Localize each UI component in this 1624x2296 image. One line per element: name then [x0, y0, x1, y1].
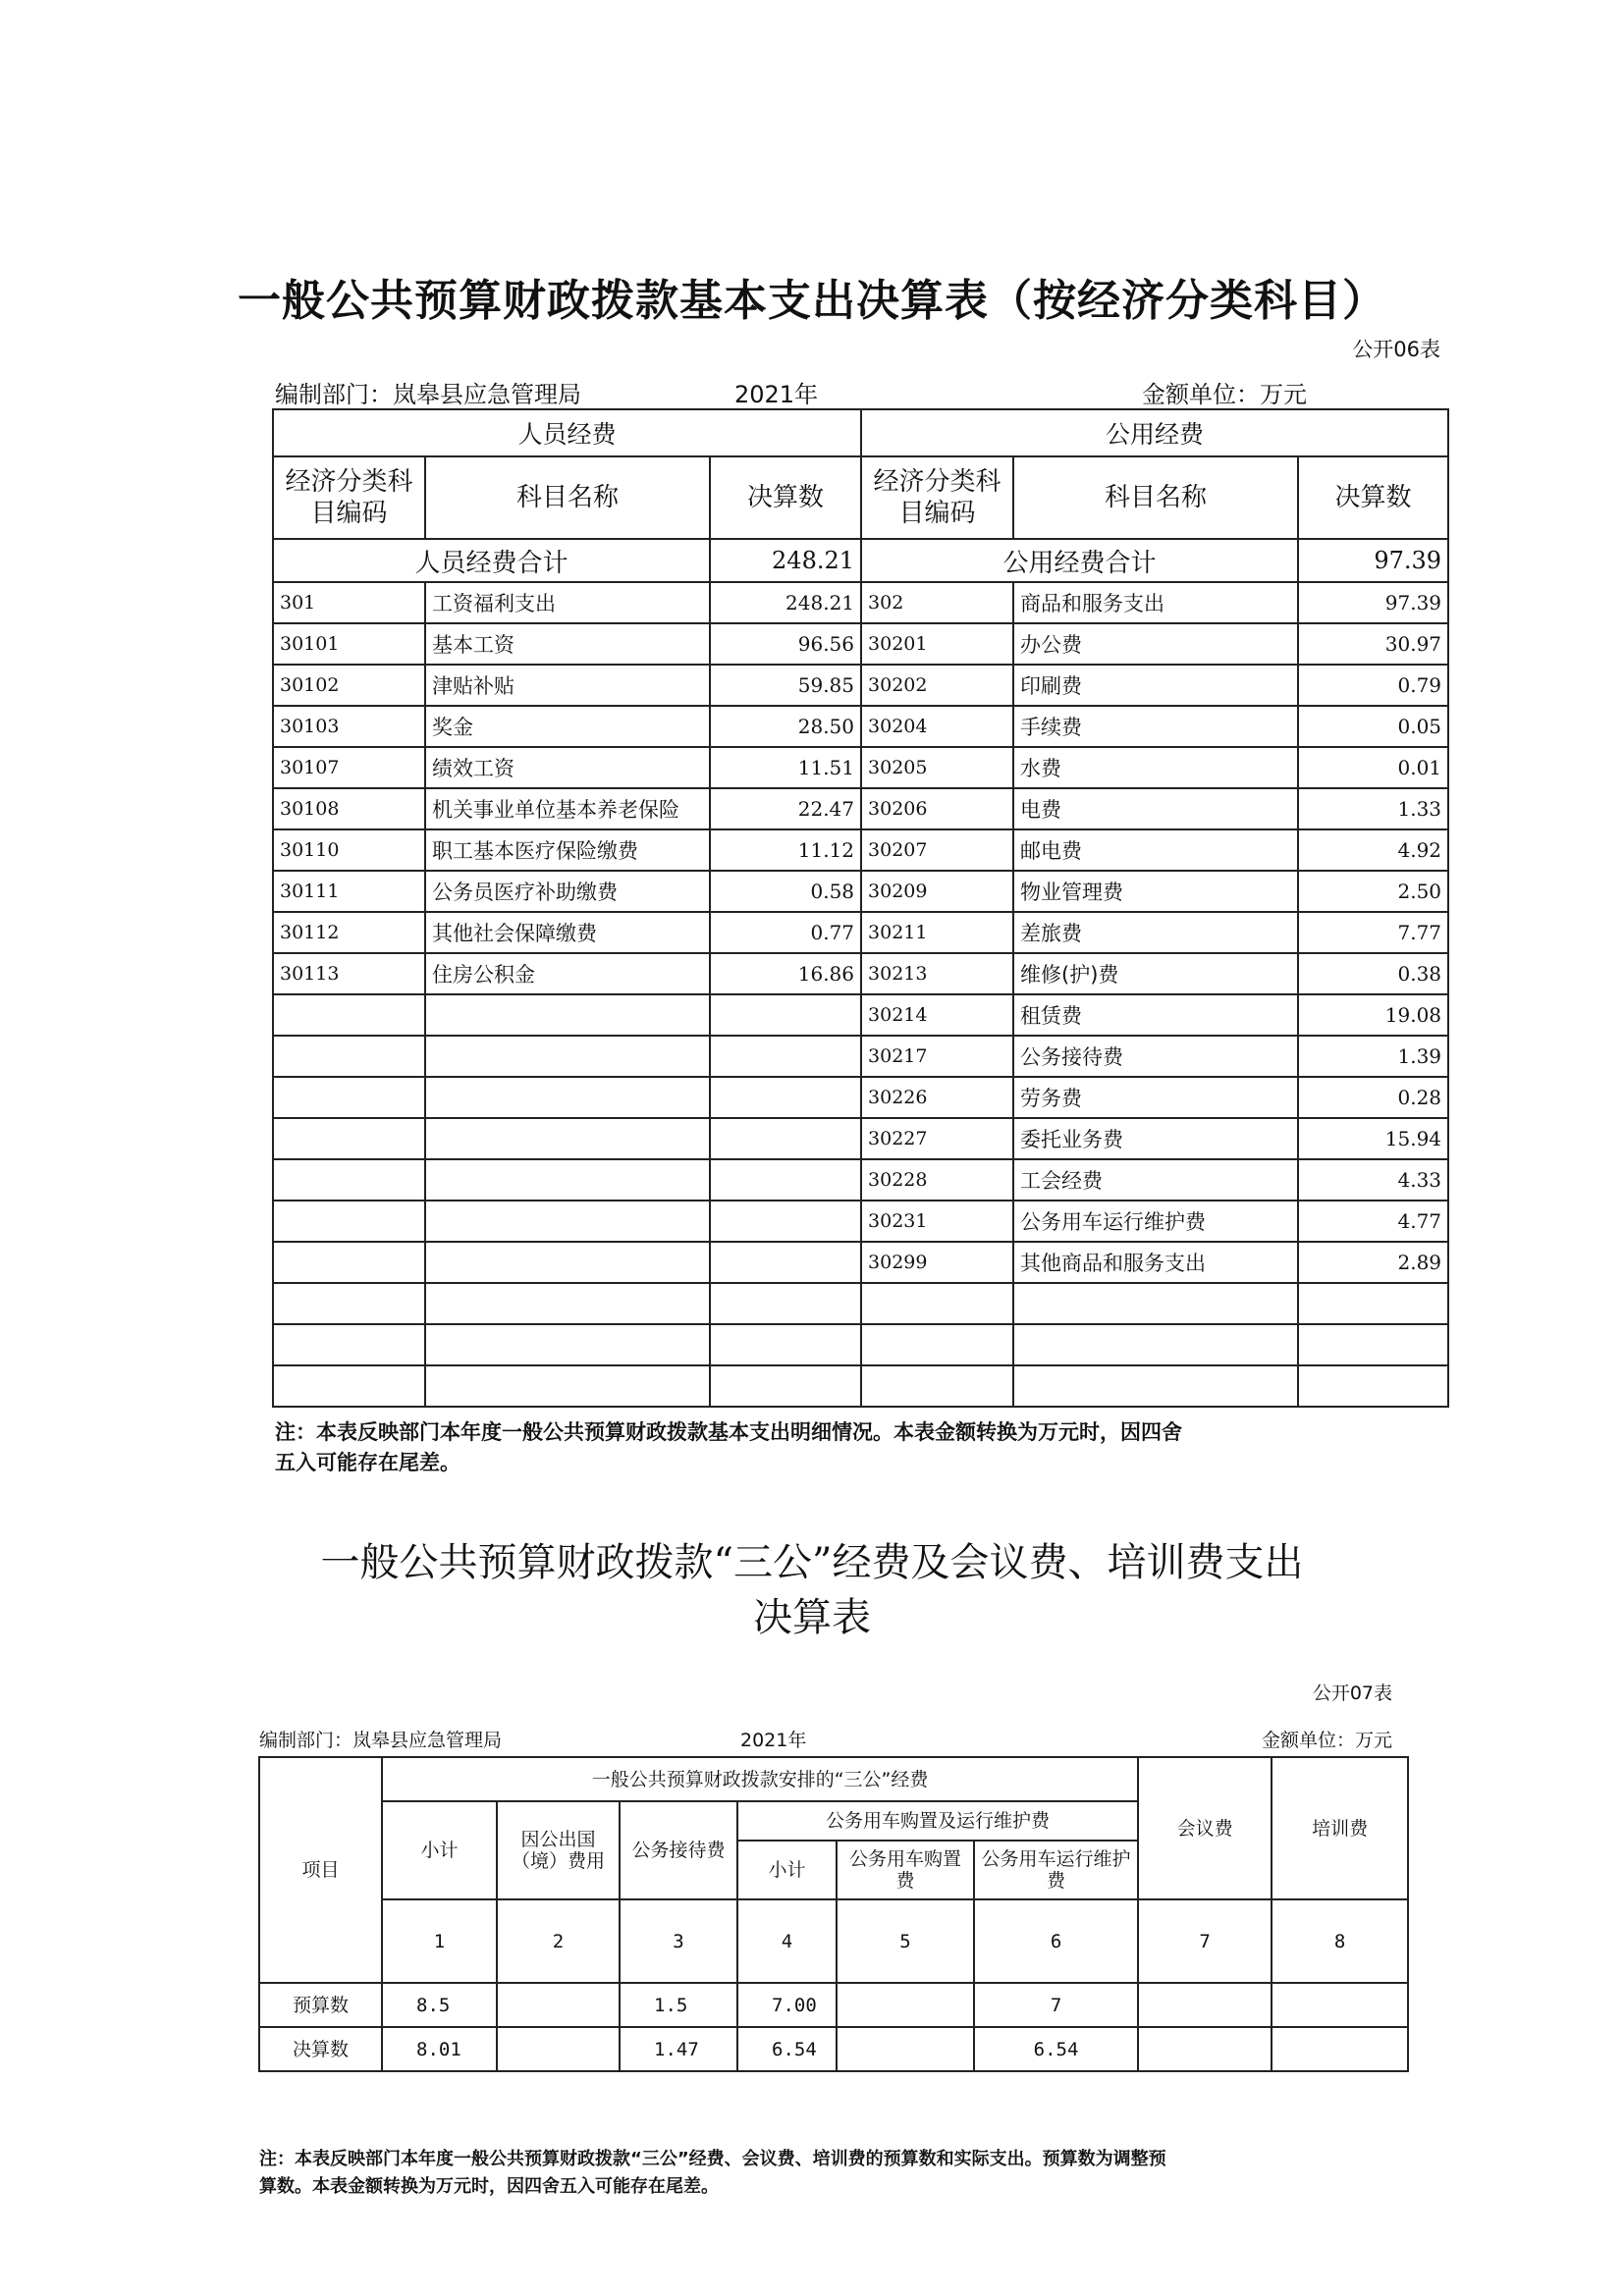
item-name — [425, 1159, 710, 1201]
econ-code: 30110 — [273, 829, 425, 871]
amount — [710, 1324, 861, 1365]
amount — [1272, 2027, 1408, 2071]
item-name: 其他社会保障缴费 — [425, 912, 710, 953]
column-number: 4 — [737, 1899, 837, 1983]
amount: 0.77 — [710, 912, 861, 953]
item-name: 租赁费 — [1013, 994, 1298, 1036]
item-name — [425, 1242, 710, 1283]
personnel-total-value: 248.21 — [710, 539, 861, 582]
amount: 4.92 — [1298, 829, 1448, 871]
item-name — [425, 1118, 710, 1159]
item-name — [425, 1283, 710, 1324]
amount — [1272, 1983, 1408, 2027]
econ-code: 30228 — [861, 1159, 1013, 1201]
doc1-note-line1: 注：本表反映部门本年度一般公共预算财政拨款基本支出明细情况。本表金额转换为万元时，因四舍 — [275, 1420, 1182, 1444]
econ-code — [273, 1201, 425, 1242]
item-name — [1013, 1283, 1298, 1324]
amount: 1.39 — [1298, 1036, 1448, 1077]
col-header-amount: 决算数 — [710, 456, 861, 539]
item-name: 委托业务费 — [1013, 1118, 1298, 1159]
header-vehicle-run: 公务用车运行维护费 — [974, 1841, 1138, 1899]
header-sangong: 一般公共预算财政拨款安排的“三公”经费 — [382, 1757, 1138, 1801]
item-name: 水费 — [1013, 747, 1298, 788]
econ-code: 30202 — [861, 665, 1013, 706]
sangong-expenditure-table — [258, 1756, 1409, 2072]
doc1-dept: 编制部门：岚皋县应急管理局 — [275, 381, 581, 408]
row-label: 决算数 — [259, 2027, 382, 2071]
amount: 0.79 — [1298, 665, 1448, 706]
econ-code: 30101 — [273, 623, 425, 665]
table-row — [259, 1983, 1408, 2027]
amount: 6.54 — [974, 2027, 1138, 2071]
doc1-note-line2: 五入可能存在尾差。 — [275, 1451, 460, 1474]
header-vehicle-purchase: 公务用车购置费 — [837, 1841, 974, 1899]
table-row — [273, 623, 1448, 665]
amount: 0.01 — [1298, 747, 1448, 788]
table-row — [273, 953, 1448, 994]
doc1-table-no: 公开06表 — [1352, 338, 1440, 361]
doc2-title-line1: 一般公共预算财政拨款“三公”经费及会议费、培训费支出 — [320, 1540, 1304, 1585]
table-row — [273, 788, 1448, 829]
amount: 4.77 — [1298, 1201, 1448, 1242]
amount: 15.94 — [1298, 1118, 1448, 1159]
table-row — [273, 665, 1448, 706]
econ-code: 30214 — [861, 994, 1013, 1036]
econ-code: 30207 — [861, 829, 1013, 871]
amount: 28.50 — [710, 706, 861, 747]
item-name: 绩效工资 — [425, 747, 710, 788]
item-name: 住房公积金 — [425, 953, 710, 994]
doc1-year: 2021年 — [734, 381, 819, 408]
amount — [837, 2027, 974, 2071]
header-project: 项目 — [259, 1757, 382, 1983]
amount — [710, 1242, 861, 1283]
amount: 0.28 — [1298, 1077, 1448, 1118]
amount: 2.50 — [1298, 871, 1448, 912]
amount — [710, 1159, 861, 1201]
amount: 30.97 — [1298, 623, 1448, 665]
econ-code: 30111 — [273, 871, 425, 912]
amount — [497, 1983, 620, 2027]
item-name: 手续费 — [1013, 706, 1298, 747]
econ-code: 30226 — [861, 1077, 1013, 1118]
table-row — [273, 1159, 1448, 1201]
header-vehicle: 公务用车购置及运行维护费 — [737, 1801, 1138, 1841]
table-row — [273, 1324, 1448, 1365]
table-row — [273, 1283, 1448, 1324]
table-row — [273, 1242, 1448, 1283]
amount — [1298, 1365, 1448, 1407]
econ-code: 30204 — [861, 706, 1013, 747]
item-name — [425, 1036, 710, 1077]
table-row — [273, 829, 1448, 871]
item-name — [425, 994, 710, 1036]
amount: 97.39 — [1298, 582, 1448, 623]
econ-code: 30231 — [861, 1201, 1013, 1242]
doc2-year: 2021年 — [740, 1730, 807, 1751]
amount — [710, 1036, 861, 1077]
amount: 248.21 — [710, 582, 861, 623]
item-name: 差旅费 — [1013, 912, 1298, 953]
item-name: 机关事业单位基本养老保险 — [425, 788, 710, 829]
item-name: 职工基本医疗保险缴费 — [425, 829, 710, 871]
col-header-name: 科目名称 — [1013, 456, 1298, 539]
header-reception: 公务接待费 — [620, 1801, 737, 1899]
item-name — [425, 1324, 710, 1365]
econ-code — [273, 1283, 425, 1324]
column-number: 5 — [837, 1899, 974, 1983]
column-number: 7 — [1138, 1899, 1272, 1983]
amount — [1138, 1983, 1272, 2027]
amount: 8.5 — [382, 1983, 497, 2027]
econ-code: 30103 — [273, 706, 425, 747]
amount: 59.85 — [710, 665, 861, 706]
econ-code: 30299 — [861, 1242, 1013, 1283]
doc1-unit: 金额单位：万元 — [1142, 381, 1307, 408]
econ-code — [273, 1242, 425, 1283]
amount — [1298, 1324, 1448, 1365]
col-header-name: 科目名称 — [425, 456, 710, 539]
col-header-amount: 决算数 — [1298, 456, 1448, 539]
header-subtotal: 小计 — [382, 1801, 497, 1899]
col-header-code: 经济分类科目编码 — [273, 456, 425, 539]
doc2-unit: 金额单位：万元 — [1261, 1730, 1392, 1751]
item-name: 公务员医疗补助缴费 — [425, 871, 710, 912]
item-name: 津贴补贴 — [425, 665, 710, 706]
econ-code: 30217 — [861, 1036, 1013, 1077]
item-name: 基本工资 — [425, 623, 710, 665]
econ-code: 30107 — [273, 747, 425, 788]
header-meeting: 会议费 — [1138, 1757, 1272, 1899]
item-name — [1013, 1324, 1298, 1365]
econ-code: 30211 — [861, 912, 1013, 953]
doc2-title-line2: 决算表 — [753, 1595, 871, 1640]
doc2-note-line1: 注：本表反映部门本年度一般公共预算财政拨款“三公”经费、会议费、培训费的预算数和实际支出。预算数为调整预 — [259, 2149, 1166, 2169]
amount: 4.33 — [1298, 1159, 1448, 1201]
public-total-value: 97.39 — [1298, 539, 1448, 582]
econ-code: 30206 — [861, 788, 1013, 829]
econ-code — [273, 1159, 425, 1201]
amount: 7.77 — [1298, 912, 1448, 953]
table-row — [273, 747, 1448, 788]
amount: 0.58 — [710, 871, 861, 912]
amount: 22.47 — [710, 788, 861, 829]
item-name — [425, 1201, 710, 1242]
econ-code — [273, 1118, 425, 1159]
table-row — [273, 1077, 1448, 1118]
item-name: 物业管理费 — [1013, 871, 1298, 912]
item-name: 工会经费 — [1013, 1159, 1298, 1201]
doc2-table-no: 公开07表 — [1312, 1682, 1392, 1704]
item-name: 其他商品和服务支出 — [1013, 1242, 1298, 1283]
doc2-note-line2: 算数。本表金额转换为万元时，因四舍五入可能存在尾差。 — [259, 2176, 719, 2197]
item-name — [1013, 1365, 1298, 1407]
personnel-section-header: 人员经费 — [273, 409, 861, 456]
amount: 1.33 — [1298, 788, 1448, 829]
item-name: 维修(护)费 — [1013, 953, 1298, 994]
table-row — [273, 1365, 1448, 1407]
econ-code: 30205 — [861, 747, 1013, 788]
item-name — [425, 1365, 710, 1407]
econ-code: 30209 — [861, 871, 1013, 912]
column-number: 2 — [497, 1899, 620, 1983]
item-name: 劳务费 — [1013, 1077, 1298, 1118]
amount: 0.38 — [1298, 953, 1448, 994]
econ-code: 30213 — [861, 953, 1013, 994]
amount — [497, 2027, 620, 2071]
item-name: 邮电费 — [1013, 829, 1298, 871]
column-number: 6 — [974, 1899, 1138, 1983]
econ-code: 30102 — [273, 665, 425, 706]
amount: 2.89 — [1298, 1242, 1448, 1283]
item-name: 电费 — [1013, 788, 1298, 829]
amount: 1.5 — [620, 1983, 737, 2027]
table-row — [259, 2027, 1408, 2071]
amount: 11.12 — [710, 829, 861, 871]
amount — [710, 1283, 861, 1324]
doc1-title: 一般公共预算财政拨款基本支出决算表（按经济分类科目） — [238, 276, 1386, 326]
amount — [710, 994, 861, 1036]
table-row — [273, 1036, 1448, 1077]
econ-code — [861, 1365, 1013, 1407]
header-vehicle-subtotal: 小计 — [737, 1841, 837, 1899]
amount: 96.56 — [710, 623, 861, 665]
table-row — [273, 912, 1448, 953]
table-row — [273, 994, 1448, 1036]
table-row — [273, 871, 1448, 912]
amount: 6.54 — [737, 2027, 837, 2071]
item-name: 奖金 — [425, 706, 710, 747]
row-label: 预算数 — [259, 1983, 382, 2027]
amount — [1298, 1283, 1448, 1324]
item-name: 办公费 — [1013, 623, 1298, 665]
amount: 11.51 — [710, 747, 861, 788]
amount — [1138, 2027, 1272, 2071]
item-name: 商品和服务支出 — [1013, 582, 1298, 623]
econ-code: 302 — [861, 582, 1013, 623]
amount — [710, 1201, 861, 1242]
econ-code: 30113 — [273, 953, 425, 994]
amount: 7.00 — [737, 1983, 837, 2027]
econ-code — [861, 1283, 1013, 1324]
column-number: 8 — [1272, 1899, 1408, 1983]
doc2-dept: 编制部门：岚皋县应急管理局 — [259, 1730, 503, 1751]
item-name: 印刷费 — [1013, 665, 1298, 706]
amount: 8.01 — [382, 2027, 497, 2071]
amount: 7 — [974, 1983, 1138, 2027]
econ-code — [273, 994, 425, 1036]
header-abroad: 因公出国（境）费用 — [497, 1801, 620, 1899]
item-name — [425, 1077, 710, 1118]
amount: 19.08 — [1298, 994, 1448, 1036]
personnel-total-label: 人员经费合计 — [273, 539, 710, 582]
col-header-code: 经济分类科目编码 — [861, 456, 1013, 539]
amount — [710, 1077, 861, 1118]
econ-code — [273, 1324, 425, 1365]
column-number: 3 — [620, 1899, 737, 1983]
amount: 0.05 — [1298, 706, 1448, 747]
amount — [710, 1118, 861, 1159]
amount: 16.86 — [710, 953, 861, 994]
table-row — [273, 706, 1448, 747]
amount — [837, 1983, 974, 2027]
econ-code — [273, 1365, 425, 1407]
basic-expenditure-table — [272, 408, 1449, 1408]
econ-code: 301 — [273, 582, 425, 623]
item-name: 公务接待费 — [1013, 1036, 1298, 1077]
econ-code — [273, 1077, 425, 1118]
econ-code: 30108 — [273, 788, 425, 829]
table-row — [273, 582, 1448, 623]
column-number: 1 — [382, 1899, 497, 1983]
amount: 1.47 — [620, 2027, 737, 2071]
econ-code — [861, 1324, 1013, 1365]
econ-code: 30112 — [273, 912, 425, 953]
table-row — [273, 1118, 1448, 1159]
item-name: 公务用车运行维护费 — [1013, 1201, 1298, 1242]
amount — [710, 1365, 861, 1407]
table-row — [273, 1201, 1448, 1242]
public-section-header: 公用经费 — [861, 409, 1448, 456]
header-training: 培训费 — [1272, 1757, 1408, 1899]
econ-code: 30227 — [861, 1118, 1013, 1159]
econ-code: 30201 — [861, 623, 1013, 665]
econ-code — [273, 1036, 425, 1077]
item-name: 工资福利支出 — [425, 582, 710, 623]
public-total-label: 公用经费合计 — [861, 539, 1298, 582]
